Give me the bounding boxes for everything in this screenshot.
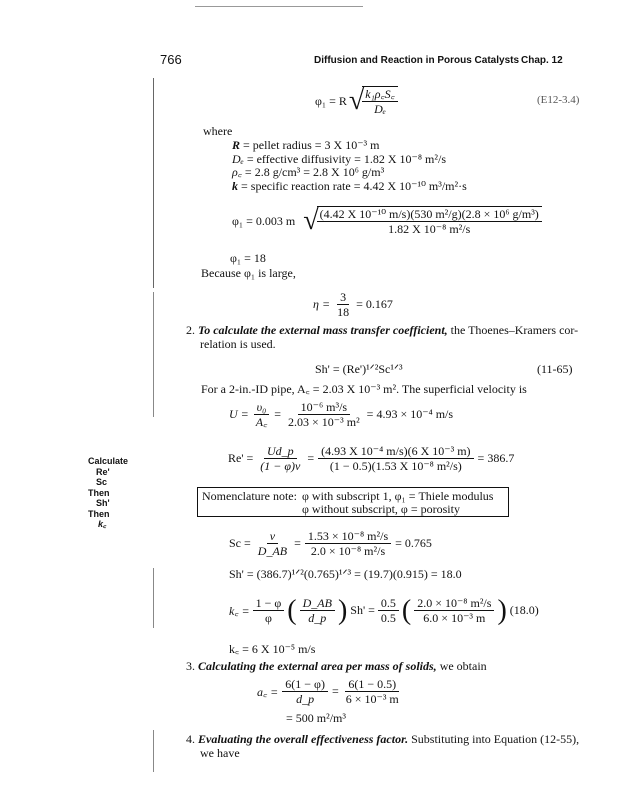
kc-mid: Sh' =	[350, 603, 375, 617]
schmidt-lhs: Sc =	[229, 536, 251, 550]
area-fraction-numeric	[343, 677, 402, 706]
area-frac2-den: 6 × 10⁻³ m	[345, 692, 399, 706]
sqrt-symbol: √	[348, 85, 365, 116]
eta-fraction	[334, 290, 352, 319]
nomenclature-box	[197, 487, 509, 517]
margin-note: Sh'	[96, 498, 110, 508]
area-lhs: a꜀ =	[257, 685, 279, 699]
velocity-eq: U = $\frac{\text{υ₀}}{A꜀}$ = $\frac{\text{10⁻⁶ m³/s}}{\text{2.03 × 10⁻³ m²}}$ = 4.93 × 10⁻⁴ m/s	[229, 400, 454, 429]
paren-close: )	[497, 594, 507, 626]
because-text: Because φ₁ is large,	[201, 266, 296, 280]
def-text: = pellet radius = 3 X 10⁻³ m	[243, 138, 380, 152]
step-4-text: Substituting into Equation (12-55),	[408, 732, 580, 746]
step-4-paragraph	[186, 732, 579, 760]
thiele-calc-lhs: φ₁ = 0.003 m	[232, 213, 296, 228]
kc-frac4-den: 6.0 × 10⁻³ m	[423, 611, 486, 625]
def-symbol: ρ꜀	[232, 165, 242, 179]
nomenclature-line-1: φ with subscript 1, φ₁ = Thiele modulus	[302, 489, 494, 503]
kc-fraction-porosity-num	[378, 596, 399, 625]
kc-frac2-num: D_AB	[300, 596, 335, 611]
eq-number-e12-3-4: (E12-3.4)	[537, 94, 580, 106]
kc-frac1-num: 1 − φ	[253, 596, 285, 611]
definition-row	[232, 139, 467, 153]
page-number: 766	[160, 52, 182, 67]
margin-rule-middle	[153, 292, 154, 417]
reynolds-eq: Re' = $\frac{Ud\_p}{(1 - \varphi)\nu}$ = $\frac{\text{(4.93 X 10⁻⁴ m/s)(6 X 10⁻³ m)}}{\text{(1 − 0.5)(1.53 X 10⁻⁸ m²/s)}}$ = 386.7	[228, 444, 515, 473]
area-result: = 500 m²/m³	[286, 711, 346, 725]
definition-row	[232, 166, 467, 180]
velocity-fraction-numeric	[285, 400, 363, 429]
kc-frac4-num: 2.0 × 10⁻⁸ m²/s	[414, 596, 494, 611]
thiele-calculation	[232, 206, 542, 236]
margin-note: Sc	[96, 477, 108, 487]
sqrt-symbol: √	[303, 205, 319, 236]
schmidt-rhs: = 0.765	[395, 536, 432, 550]
def-symbol: Dₑ	[232, 151, 244, 166]
eta-denominator: 18	[337, 305, 350, 319]
area-eq: a꜀ = $\frac{6(1 - \varphi)}{d\_p}$ = $\frac{6(1 - 0.5)}{\text{6 × 10⁻³ m}}$	[257, 677, 402, 706]
reynolds-lhs: Re' =	[228, 451, 254, 465]
margin-note: k꜀	[98, 519, 107, 529]
velocity-frac1-num: υ₀	[254, 400, 270, 415]
area-frac1-num: 6(1 − φ)	[282, 677, 328, 692]
eta-numerator: 3	[337, 290, 349, 305]
where-label: where	[203, 124, 233, 138]
step-3-text: we obtain	[436, 659, 487, 673]
sherwood-correlation: Sh' = (Re')¹ᐟ²Sc¹ᐟ³	[315, 362, 403, 376]
area-frac2-num: 6(1 − 0.5)	[345, 677, 399, 692]
margin-note: Then	[88, 508, 110, 519]
kc-fraction-diffusivity	[300, 596, 335, 625]
schmidt-fraction-symbolic	[255, 529, 290, 558]
step-2-heading: To calculate the external mass transfer coefficient,	[198, 323, 448, 337]
def-text: = effective diffusivity = 1.82 X 10⁻⁸ m²/s	[246, 151, 446, 166]
kc-rhs: (18.0)	[509, 603, 539, 617]
thiele-definition	[315, 86, 398, 116]
area-frac1-den: d_p	[296, 692, 315, 706]
schmidt-eq: Sc = $\frac{\nu}{D\_AB}$ = $\frac{\text{1.53 × 10⁻⁸ m²/s}}{\text{2.0 × 10⁻⁸ m²/s}}$ = 0.765	[229, 529, 432, 558]
reynolds-fraction-numeric	[318, 444, 473, 473]
velocity-frac2-num: 10⁻⁶ m³/s	[298, 400, 350, 415]
schmidt-frac1-num: ν	[267, 529, 278, 544]
kc-fraction-diffusivity-num	[414, 596, 494, 625]
reynolds-fraction-symbolic	[257, 444, 303, 473]
reynolds-frac2-num: (4.93 X 10⁻⁴ m/s)(6 X 10⁻³ m)	[318, 444, 473, 459]
kc-frac3-den: 0.5	[380, 611, 396, 625]
kc-eq	[229, 596, 539, 625]
velocity-lhs: U =	[229, 407, 249, 421]
kc-frac1-den: φ	[264, 611, 272, 625]
nomenclature-label: Nomenclature note:	[202, 489, 297, 503]
velocity-rhs: = 4.93 × 10⁻⁴ m/s	[366, 407, 454, 421]
velocity-frac1-den: A꜀	[255, 415, 268, 429]
kc-lhs: k꜀ =	[229, 604, 250, 618]
step-2-text-cont: relation is used.	[200, 337, 276, 351]
definition-row	[232, 180, 467, 194]
thiele-result: φ₁ = 18	[230, 251, 266, 265]
margin-note: Re'	[96, 466, 110, 477]
velocity-fraction-symbolic	[253, 400, 270, 429]
reynolds-frac1-den: (1 − φ)ν	[260, 459, 301, 473]
kc-frac2-den: d_p	[308, 611, 327, 625]
step-2-text: the Thoenes–Kramers cor-	[447, 323, 579, 337]
definition-row	[232, 153, 467, 167]
margin-rule-top	[153, 78, 154, 288]
paren-close: )	[337, 594, 348, 626]
thiele-radicand	[362, 86, 398, 116]
sherwood-eq: Sh' = (386.7)¹ᐟ²(0.765)¹ᐟ³ = (19.7)(0.915) = 18.0	[229, 567, 462, 581]
area-fraction-symbolic	[282, 677, 328, 706]
step-4-number: 4.	[186, 732, 195, 746]
velocity-frac2-den: 2.03 × 10⁻³ m²	[288, 415, 360, 429]
running-title: Diffusion and Reaction in Porous Catalysts	[314, 55, 520, 66]
step-4-heading: Evaluating the overall effectiveness factor.	[198, 732, 409, 746]
margin-rule-end	[153, 730, 154, 772]
effectiveness-factor-eq	[313, 290, 393, 319]
kc-frac3-num: 0.5	[378, 596, 399, 611]
step-3-number: 3.	[186, 659, 195, 673]
step-2-number: 2.	[186, 323, 195, 337]
schmidt-frac2-den: 2.0 × 10⁻⁸ m²/s	[310, 544, 386, 558]
schmidt-fraction-numeric	[305, 529, 391, 558]
step-2-paragraph	[186, 323, 578, 351]
step-3-heading: Calculating the external area per mass of solids,	[198, 659, 437, 673]
margin-rule-bottom	[153, 568, 154, 628]
kc-result: k꜀ = 6 X 10⁻⁵ m/s	[229, 642, 316, 656]
kc-fraction-porosity	[253, 596, 285, 625]
margin-note: Then	[88, 487, 110, 498]
definition-list	[232, 139, 467, 193]
top-rule	[195, 6, 363, 7]
radicand-denominator: Dₑ	[374, 102, 386, 116]
thiele-calc-radicand	[317, 206, 542, 236]
reynolds-frac2-den: (1 − 0.5)(1.53 X 10⁻⁸ m²/s)	[329, 459, 462, 473]
paren-open: (	[401, 594, 412, 626]
eta-rhs: = 0.167	[356, 297, 393, 311]
def-symbol: R	[232, 138, 241, 152]
thiele-calc-denominator: 1.82 X 10⁻⁸ m²/s	[388, 222, 471, 236]
margin-notes	[88, 456, 128, 530]
reynolds-frac1-num: Ud_p	[264, 444, 297, 459]
step-4-text-cont: we have	[200, 746, 240, 760]
eq-number-11-65: (11-65)	[537, 362, 573, 376]
chapter-label: Chap. 12	[521, 55, 563, 66]
eta-lhs: η =	[313, 297, 331, 311]
nomenclature-line-2: φ without subscript, φ = porosity	[302, 502, 460, 516]
thiele-lhs: φ₁ = R	[315, 93, 347, 108]
step-3-paragraph	[186, 659, 487, 674]
radicand-numerator: k₁ρ꜀S꜀	[362, 87, 398, 102]
schmidt-frac2-num: 1.53 × 10⁻⁸ m²/s	[305, 529, 391, 544]
def-text: = 2.8 g/cm³ = 2.8 X 10⁶ g/m³	[244, 165, 385, 179]
def-symbol: k	[232, 178, 238, 193]
pipe-text: For a 2-in.-ID pipe, A꜀ = 2.03 X 10⁻³ m². The superficial velocity is	[201, 382, 527, 396]
paren-open: (	[287, 594, 297, 626]
thiele-calc-numerator: (4.42 X 10⁻¹⁰ m/s)(530 m²/g)(2.8 × 10⁶ g/m³)	[317, 207, 542, 222]
margin-note: Calculate	[88, 456, 129, 466]
reynolds-rhs: = 386.7	[477, 451, 515, 465]
schmidt-frac1-den: D_AB	[257, 544, 288, 558]
def-text: = specific reaction rate = 4.42 X 10⁻¹⁰ m³/m²·s	[241, 178, 467, 193]
